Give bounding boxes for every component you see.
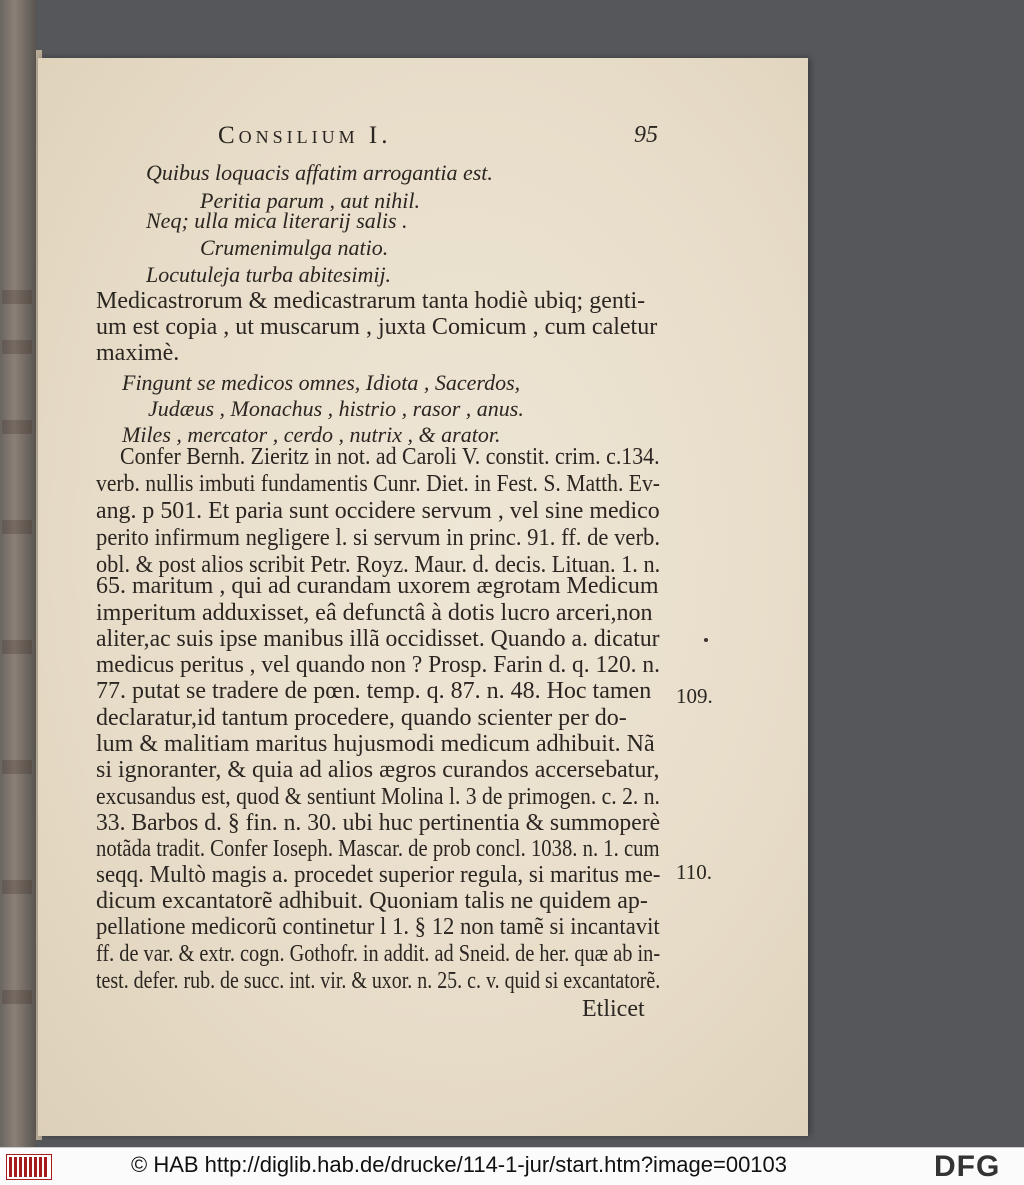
body-line: aliter,ac suis ipse manibus illã occidisset. Quando a. dicatur xyxy=(96,626,660,652)
body-line: test. defer. rub. de succ. int. vir. & uxor. n. 25. c. v. quid si excantatorẽ. xyxy=(96,968,661,994)
body-line: ang. p 501. Et paria sunt occidere servum , vel sine medico xyxy=(96,498,660,524)
verse-line: Peritia parum , aut nihil. xyxy=(200,188,420,213)
verse-line: Neq; ulla mica literarij salis . xyxy=(146,208,408,233)
body-line: ff. de var. & extr. cogn. Gothofr. in addit. ad Sneid. de her. quæ ab in- xyxy=(96,941,661,967)
body-line: declaratur,id tantum procedere, quando scienter per do- xyxy=(96,705,627,731)
body-line: lum & malitiam maritus hujusmodi medicum adhibuit. Nã xyxy=(96,731,655,757)
running-head xyxy=(218,122,658,154)
margin-mark xyxy=(704,638,708,642)
body-line: medicus peritus , vel quando non ? Prosp. Farin d. q. 120. n. xyxy=(96,652,660,678)
verse-line: Locutuleja turba abitesimij. xyxy=(146,262,392,287)
viewer-footer xyxy=(0,1147,1024,1185)
body-line: maximè. xyxy=(96,340,180,366)
body-line: perito infirmum negligere l. si servum in princ. 91. ff. de verb. xyxy=(96,525,660,551)
body-line: 65. maritum , qui ad curandam uxorem ægrotam Medicum xyxy=(96,573,659,599)
previous-page-edge xyxy=(0,0,36,1147)
source-link[interactable]: © HAB http://diglib.hab.de/drucke/114-1-jur/start.htm?image=00103 xyxy=(131,1152,788,1177)
body-line: verb. nullis imbuti fundamentis Cunr. Diet. in Fest. S. Matth. Ev- xyxy=(96,471,661,497)
body-line: seqq. Multò magis a. procedet superior regula, si maritus me- xyxy=(96,862,661,888)
verse-line: Miles , mercator , cerdo , nutrix , & arator. xyxy=(122,422,501,447)
verse-line: Quibus loquacis affatim arrogantia est. xyxy=(146,160,493,185)
verse-line: Judæus , Monachus , histrio , rasor , anus. xyxy=(148,396,524,421)
running-head-title: Consilium I. xyxy=(218,122,392,149)
body-line: si ignoranter, & quia ad alios ægros curandos accersebatur, xyxy=(96,757,660,783)
page-number: 95 xyxy=(634,122,658,148)
verse-line: Fingunt se medicos omnes, Idiota , Sacerdos, xyxy=(122,370,521,395)
body-line: Medicastrorum & medicastrarum tanta hodiè ubiq; genti- xyxy=(96,288,646,314)
margin-note: 110. xyxy=(676,860,712,884)
dfg-logo: DFG xyxy=(934,1150,1001,1183)
body-line: um est copia , ut muscarum , juxta Comicum , cum caletur xyxy=(96,314,658,340)
body-line: 33. Barbos d. § fin. n. 30. ubi huc pertinentia & summoperè xyxy=(96,810,661,836)
body-line: notãda tradit. Confer Ioseph. Mascar. de prob concl. 1038. n. 1. cum xyxy=(96,836,660,862)
body-line: dicum excantatorẽ adhibuit. Quoniam talis ne quidem ap- xyxy=(96,888,648,914)
body-line: obl. & post alios scribit Petr. Royz. Maur. d. decis. Lituan. 1. n. xyxy=(96,552,661,578)
catchword: Etlicet xyxy=(582,996,645,1022)
body-line: 77. putat se tradere de pœn. temp. q. 87. n. 48. Hoc tamen xyxy=(96,678,652,704)
body-line: Confer Bernh. Zieritz in not. ad Caroli V. constit. crim. c.134. xyxy=(120,444,660,470)
verse-line: Crumenimulga natio. xyxy=(200,235,389,260)
margin-note: 109. xyxy=(676,684,713,708)
body-line: imperitum adduxisset, eâ defunctâ à dotis lucro arceri,non xyxy=(96,600,653,626)
body-line: pellatione medicorũ continetur l 1. § 12 non tamẽ si incantavit xyxy=(96,914,660,940)
body-line: excusandus est, quod & sentiunt Molina l. 3 de primogen. c. 2. n. xyxy=(96,784,660,810)
hab-barcode-icon[interactable] xyxy=(6,1154,52,1180)
